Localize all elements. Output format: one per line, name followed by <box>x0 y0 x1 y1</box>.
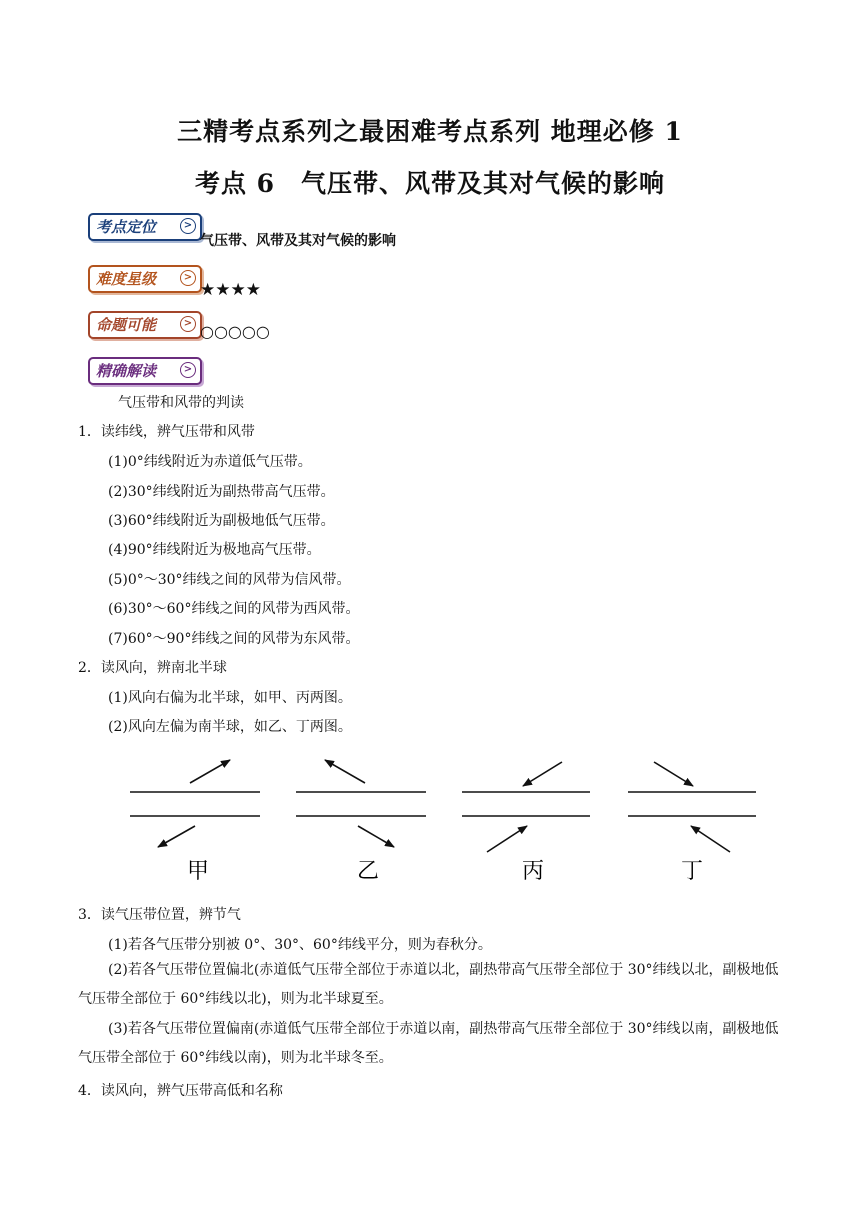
panel-label: 丁 <box>680 859 704 884</box>
section-subtitle: 气压带和风带的判读 <box>118 395 244 411</box>
list-item: (5)0°～30°纬线之间的风带为信风带。 <box>108 572 351 588</box>
probability-circles: ○○○○○ <box>200 322 270 341</box>
document-title: 三精考点系列之最困难考点系列 地理必修 1 <box>177 117 683 146</box>
wind-arrow <box>325 760 365 783</box>
tag-nandu-xingji <box>88 265 202 293</box>
list-item: (2)若各气压带位置偏北(赤道低气压带全部位于赤道以北，副热带高气压带全部位于 30°纬线以北，副极地低气压带全部位于 60°纬线以北)，则为北半球夏至。 <box>78 962 779 1007</box>
section-heading: 4．读风向，辨气压带高低和名称 <box>78 1083 283 1099</box>
arrow-circle-icon: > <box>180 218 196 234</box>
panel-label: 丙 <box>521 859 545 884</box>
tag-label: 难度星级 <box>96 270 157 288</box>
panel-ding <box>628 762 756 884</box>
list-item: (2)风向左偏为南半球，如乙、丁两图。 <box>108 719 352 735</box>
panel-bing <box>462 762 590 884</box>
panel-jia <box>130 760 260 884</box>
wind-direction-figure <box>120 750 770 890</box>
list-item: (3)若各气压带位置偏南(赤道低气压带全部位于赤道以南，副热带高气压带全部位于 30°纬线以南，副极地低气压带全部位于 60°纬线以南)，则为北半球冬至。 <box>78 1021 779 1066</box>
list-item: (1)若各气压带分别被 0°、30°、60°纬线平分，则为春秋分。 <box>108 937 492 953</box>
tag-label: 精确解读 <box>96 362 157 380</box>
tag-label: 考点定位 <box>96 218 157 236</box>
list-item: (6)30°～60°纬线之间的风带为西风带。 <box>108 601 360 617</box>
wind-arrow <box>487 826 527 852</box>
panel-label: 乙 <box>356 859 380 884</box>
wind-arrow <box>190 760 230 783</box>
wind-arrow <box>523 762 562 786</box>
tag-jingque-jiedu <box>88 357 202 385</box>
topic-title: 考点 6 气压带、风带及其对气候的影响 <box>194 169 666 198</box>
wind-arrow <box>158 826 195 847</box>
panel-yi <box>296 760 426 884</box>
tag-value: 气压带、风带及其对气候的影响 <box>200 233 396 249</box>
tag-mingti-keneng <box>88 311 202 339</box>
list-item: (7)60°～90°纬线之间的风带为东风带。 <box>108 631 360 647</box>
wind-arrow <box>358 826 394 847</box>
wind-arrow <box>654 762 693 786</box>
tag-label: 命题可能 <box>96 316 157 334</box>
arrow-circle-icon: > <box>180 316 196 332</box>
arrow-circle-icon: > <box>180 362 196 378</box>
list-item: (2)30°纬线附近为副热带高气压带。 <box>108 484 335 500</box>
list-item: (3)60°纬线附近为副极地低气压带。 <box>108 513 335 529</box>
wind-arrow <box>691 826 730 852</box>
tag-kaodian-dingwei <box>88 213 202 241</box>
section-heading: 1．读纬线，辨气压带和风带 <box>78 424 255 440</box>
section-heading: 2．读风向，辨南北半球 <box>78 660 227 676</box>
list-item: (1)风向右偏为北半球，如甲、丙两图。 <box>108 690 352 706</box>
arrow-circle-icon: > <box>180 270 196 286</box>
list-item: (4)90°纬线附近为极地高气压带。 <box>108 542 321 558</box>
section-heading: 3．读气压带位置，辨节气 <box>78 907 241 923</box>
panel-label: 甲 <box>186 859 210 884</box>
difficulty-stars: ★★★★ <box>200 280 261 300</box>
list-item: (1)0°纬线附近为赤道低气压带。 <box>108 454 312 470</box>
